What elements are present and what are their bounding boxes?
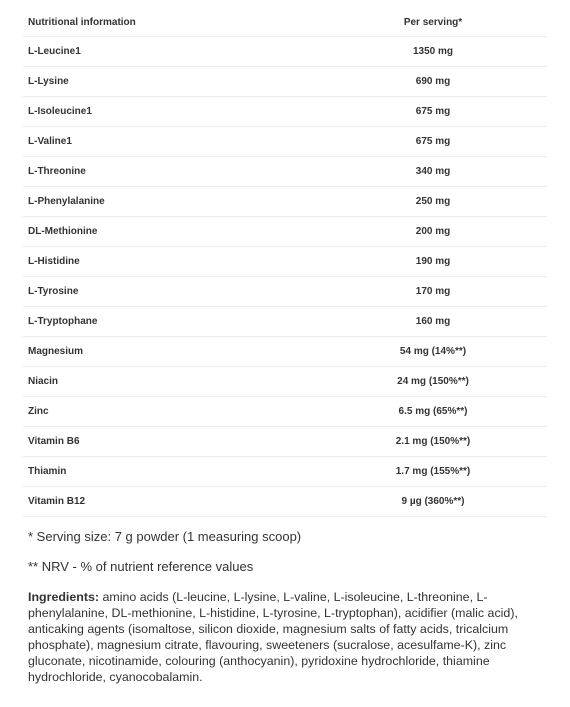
table-row — [23, 127, 547, 157]
nutrient-name: Zinc — [28, 406, 49, 417]
nrv-note: ** NRV - % of nutrient reference values — [28, 559, 254, 574]
nutrient-value: 675 mg — [415, 106, 451, 117]
nutrient-name: Thiamin — [28, 466, 67, 477]
ingredients-paragraph — [28, 589, 548, 685]
table-row — [23, 37, 547, 67]
table-row — [23, 217, 547, 247]
header-nutritional-information: Nutritional information — [28, 16, 136, 28]
table-row — [23, 187, 547, 217]
ingredients-label: Ingredients: — [28, 590, 100, 604]
nutrient-name: L-Threonine — [28, 166, 86, 177]
nutrient-value: 250 mg — [415, 196, 451, 207]
table-row — [23, 397, 547, 427]
table-row — [23, 337, 547, 367]
nutrient-value: 200 mg — [415, 226, 451, 237]
table-row — [23, 67, 547, 97]
header-per-serving: Per serving* — [403, 16, 463, 28]
nutrient-name: L-Lysine — [28, 76, 69, 87]
nutrient-value: 690 mg — [415, 76, 451, 87]
nutrient-value: 160 mg — [415, 316, 451, 327]
table-row — [23, 307, 547, 337]
nutrient-value: 2.1 mg (150%**) — [395, 436, 471, 447]
table-row — [23, 487, 547, 517]
nutrient-name: L-Phenylalanine — [28, 196, 105, 207]
nutrient-name: L-Histidine — [28, 256, 80, 267]
nutrition-table — [23, 8, 547, 517]
nutrient-name: L-Isoleucine1 — [28, 106, 92, 117]
table-row — [23, 157, 547, 187]
nutrient-value: 1.7 mg (155%**) — [395, 466, 471, 477]
nutrient-name: Niacin — [28, 376, 59, 387]
nutrient-name: Vitamin B6 — [28, 436, 80, 447]
table-header — [23, 8, 547, 37]
nutrient-value: 340 mg — [415, 166, 451, 177]
nutrient-value: 6.5 mg (65%**) — [398, 406, 468, 417]
nutrient-name: L-Valine1 — [28, 136, 72, 147]
table-row — [23, 457, 547, 487]
nutrient-value: 170 mg — [415, 286, 451, 297]
nutrient-value: 190 mg — [415, 256, 451, 267]
nutrient-name: DL-Methionine — [28, 226, 98, 237]
table-row — [23, 247, 547, 277]
table-row — [23, 277, 547, 307]
ingredients-text: amino acids (L-leucine, L-lysine, L-valine, L-isoleucine, L-threonine, L-phenylalanine, DL-methionine, L-histidine, L-tyrosine, L-tryptophan), acidifier (malic acid), anticaking agents (isomaltose, silicon dioxide, magnesium salts of fatty acids, tricalcium phosphate), magnesium citrate, flavouring, sweeteners (sucralose, acesulfame-K), zinc gluconate, nicotinamide, colouring (anthocyanin), pyridoxine hydrochloride, thiamine hydrochloride, cyanocobalamin. — [28, 590, 518, 684]
nutrient-name: L-Tryptophane — [28, 316, 98, 327]
nutrient-name: Magnesium — [28, 346, 84, 357]
nutrient-value: 54 mg (14%**) — [399, 346, 467, 357]
nutrient-value: 675 mg — [415, 136, 451, 147]
table-row — [23, 367, 547, 397]
footnotes — [28, 529, 548, 685]
nutrient-value: 1350 mg — [412, 46, 454, 57]
nutrient-name: Vitamin B12 — [28, 496, 86, 507]
nutrient-value: 24 mg (150%**) — [397, 376, 469, 387]
table-row — [23, 427, 547, 457]
nutrient-name: L-Tyrosine — [28, 286, 79, 297]
nutrient-name: L-Leucine1 — [28, 46, 81, 57]
serving-size-note: * Serving size: 7 g powder (1 measuring scoop) — [28, 529, 302, 544]
nutrient-value: 9 µg (360%**) — [401, 496, 465, 507]
table-row — [23, 97, 547, 127]
